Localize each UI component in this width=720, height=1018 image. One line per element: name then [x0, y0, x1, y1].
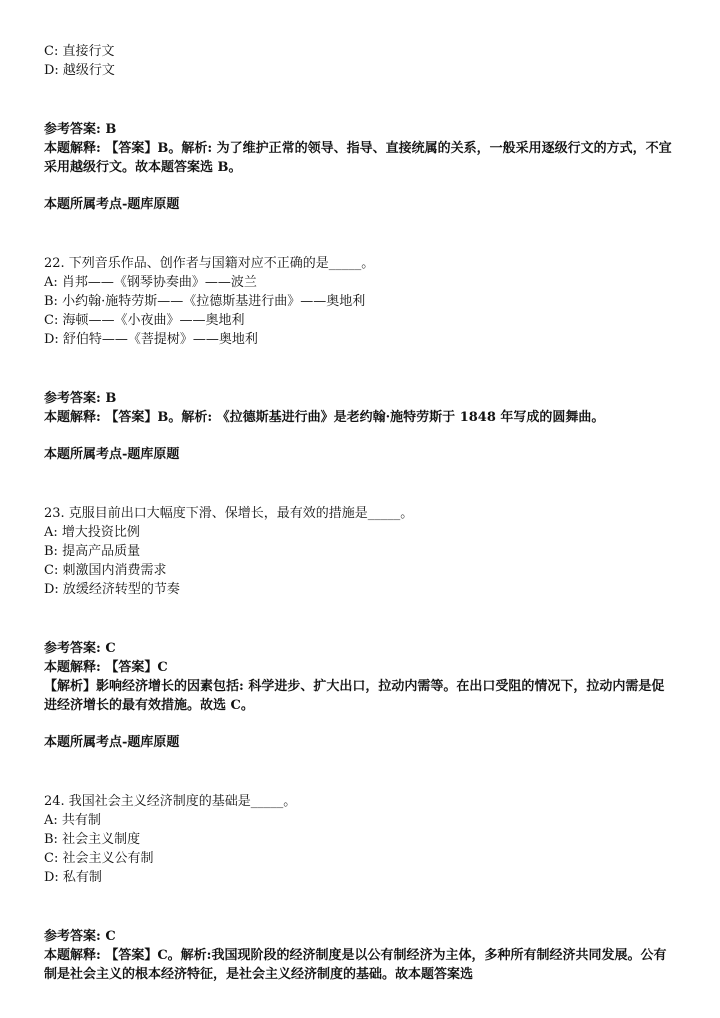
q22-stem: 22. 下列音乐作品、创作者与国籍对应不正确的是_____。	[44, 256, 375, 271]
q21-source: 本题所属考点-题库原题	[44, 197, 180, 212]
q21-answer: 参考答案: B	[44, 122, 117, 137]
q23-stem: 23. 克服目前出口大幅度下滑、保增长，最有效的措施是_____。	[44, 506, 414, 521]
q23-option-d: D: 放缓经济转型的节奏	[44, 582, 180, 597]
q22-option-a: A: 肖邦——《钢琴协奏曲》——波兰	[44, 275, 257, 290]
q21-option-d: D: 越级行文	[44, 63, 115, 78]
q24-stem: 24. 我国社会主义经济制度的基础是_____。	[44, 794, 297, 809]
q23-option-b: B: 提高产品质量	[44, 544, 141, 559]
q22-answer: 参考答案: B	[44, 391, 117, 406]
q23-explanation: 【解析】影响经济增长的因素包括: 科学进步、扩大出口，拉动内需等。在出口受阻的情况下，拉动内需是促进经济增长的最有效措施。故选 C。	[44, 679, 665, 713]
q21-option-c: C: 直接行文	[44, 44, 115, 59]
q24-option-d: D: 私有制	[44, 870, 102, 885]
q22-source: 本题所属考点-题库原题	[44, 447, 180, 462]
q24-answer: 参考答案: C	[44, 929, 116, 944]
q23-option-c: C: 刺激国内消费需求	[44, 563, 167, 578]
q23-option-a: A: 增大投资比例	[44, 525, 140, 540]
q24-option-b: B: 社会主义制度	[44, 832, 141, 847]
q24-option-c: C: 社会主义公有制	[44, 851, 154, 866]
q23-source: 本题所属考点-题库原题	[44, 735, 180, 750]
q23-explanation-header: 本题解释: 【答案】C	[44, 660, 168, 675]
q21-explanation: 本题解释: 【答案】B。解析: 为了维护正常的领导、指导、直接统属的关系，一般采用逐级行文的方式，不宜采用越级行文。故本题答案选 B。	[44, 141, 672, 175]
q24-explanation: 本题解释: 【答案】C。解析:我国现阶段的经济制度是以公有制经济为主体，多种所有制经济共同发展。公有制是社会主义的根本经济特征，是社会主义经济制度的基础。故本题答案选	[44, 948, 667, 982]
q22-option-d: D: 舒伯特——《菩提树》——奥地利	[44, 332, 258, 347]
q22-option-c: C: 海顿——《小夜曲》——奥地利	[44, 313, 245, 328]
document-page	[44, 42, 676, 984]
q24-option-a: A: 共有制	[44, 813, 101, 828]
q22-option-b: B: 小约翰·施特劳斯——《拉德斯基进行曲》——奥地利	[44, 294, 366, 309]
q22-explanation: 本题解释: 【答案】B。解析: 《拉德斯基进行曲》是老约翰·施特劳斯于 1848 年写成的圆舞曲。	[44, 410, 605, 425]
q23-answer: 参考答案: C	[44, 641, 116, 656]
